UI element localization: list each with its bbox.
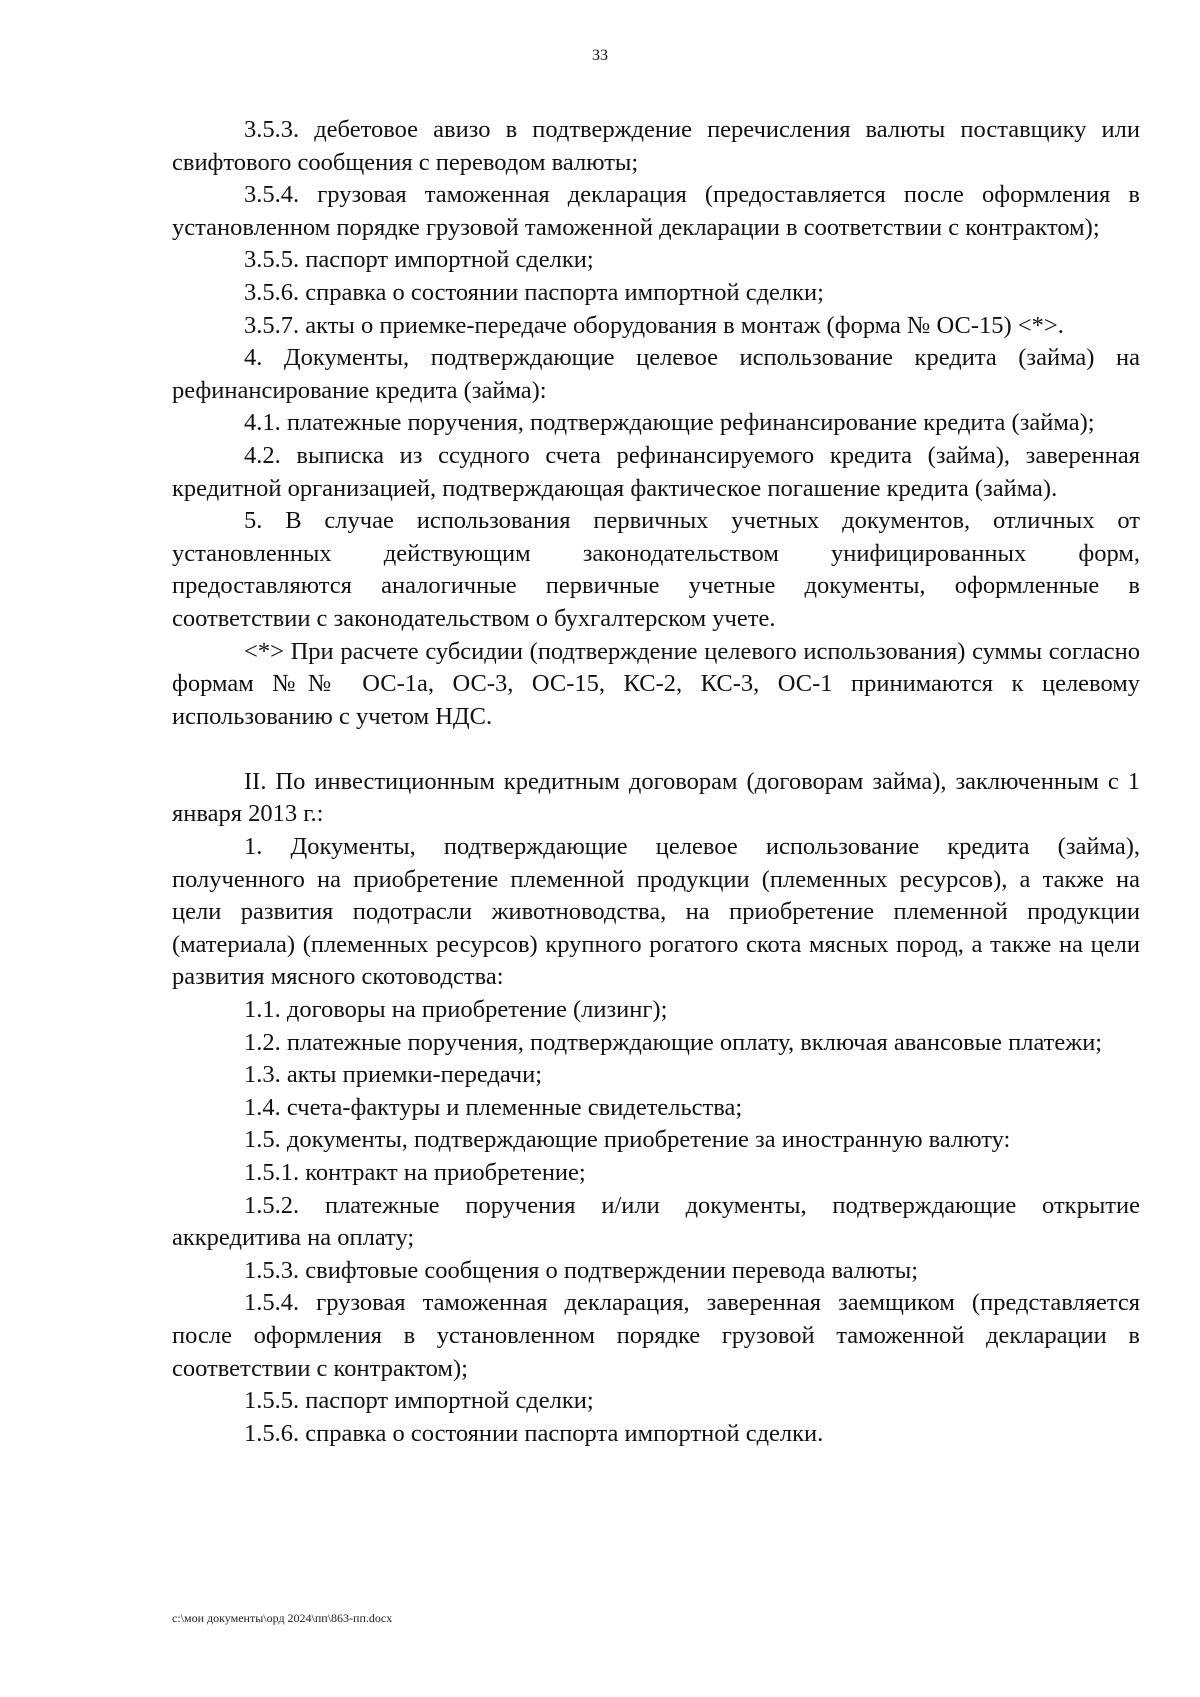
- paragraph-3-5-4: 3.5.4. грузовая таможенная декларация (предоставляется после оформления в установленном порядке грузовой таможенной декларации в соответствии с контрактом);: [172, 181, 1140, 241]
- paragraph-5: 5. В случае использования первичных учетных документов, отличных от установленных действующим законодательством унифицированных форм, предоставляются аналогичные первичные учетные документы, оформленные в соответствии с законодательством о бухгалтерском учете.: [172, 507, 1140, 632]
- paragraph-ii-1-5-4: 1.5.4. грузовая таможенная декларация, заверенная заемщиком (представляется после оформления в установленном порядке грузовой таможенной декларации в соответствии с контрактом);: [172, 1289, 1140, 1382]
- page-number: 33: [592, 47, 608, 64]
- paragraph-4-1: 4.1. платежные поручения, подтверждающие рефинансирование кредита (займа);: [244, 409, 1095, 437]
- paragraph-ii-1-3: 1.3. акты приемки-передачи;: [244, 1061, 543, 1089]
- paragraph-3-5-5: 3.5.5. паспорт импортной сделки;: [244, 246, 594, 274]
- paragraph-ii-1-5-6: 1.5.6. справка о состоянии паспорта импортной сделки.: [244, 1419, 824, 1447]
- paragraph-ii-1: 1. Документы, подтверждающие целевое использование кредита (займа), полученного на приобретение племенной продукции (племенных ресурсов), а также на цели развития подотрасли животноводства, на приобретение племенной продукции (материала) (племенных ресурсов) крупного рогатого скота мясных пород, а также на цели развития мясного скотоводства:: [172, 833, 1140, 991]
- paragraph-ii-1-5-3: 1.5.3. свифтовые сообщения о подтверждении перевода валюты;: [244, 1256, 919, 1284]
- paragraph-ii-1-1: 1.1. договоры на приобретение (лизинг);: [244, 996, 668, 1024]
- paragraph-ii-1-5: 1.5. документы, подтверждающие приобретение за иностранную валюту:: [244, 1126, 1011, 1154]
- footer-file-path: c:\мои документы\орд 2024\пп\863-пп.docx: [172, 1611, 393, 1625]
- document-body: [172, 114, 1140, 1450]
- paragraph-ii-1-2: 1.2. платежные поручения, подтверждающие оплату, включая авансовые платежи;: [244, 1028, 1103, 1056]
- paragraph-ii-1-5-5: 1.5.5. паспорт импортной сделки;: [244, 1387, 594, 1415]
- paragraph-ii-1-5-2: 1.5.2. платежные поручения и/или документы, подтверждающие открытие аккредитива на оплату;: [172, 1191, 1140, 1252]
- paragraph-3-5-3: 3.5.3. дебетовое авизо в подтверждение перечисления валюты поставщику или свифтового сообщения с переводом валюты;: [172, 116, 1140, 176]
- section-ii-heading: II. По инвестиционным кредитным договорам (договорам займа), заключенным с 1 января 2013 г.:: [172, 767, 1140, 828]
- paragraph-3-5-7: 3.5.7. акты о приемке-передаче оборудования в монтаж (форма № ОС-15) <*>.: [244, 311, 1064, 339]
- paragraph-3-5-6: 3.5.6. справка о состоянии паспорта импортной сделки;: [244, 278, 824, 306]
- footnote-paragraph: <*> При расчете субсидии (подтверждение целевого использования) суммы согласно формам №№ ОС-1а, ОС-3, ОС-15, КС-2, КС-3, ОС-1 принимаются к целевому использованию с учетом НДС.: [172, 637, 1140, 730]
- paragraph-ii-1-4: 1.4. счета-фактуры и племенные свидетельства;: [244, 1093, 743, 1121]
- paragraph-4: 4. Документы, подтверждающие целевое использование кредита (займа) на рефинансирование кредита (займа):: [172, 344, 1140, 404]
- paragraph-ii-1-5-1: 1.5.1. контракт на приобретение;: [244, 1159, 586, 1186]
- paragraph-4-2: 4.2. выписка из ссудного счета рефинансируемого кредита (займа), заверенная кредитной организацией, подтверждающая фактическое погашение кредита (займа).: [172, 441, 1140, 502]
